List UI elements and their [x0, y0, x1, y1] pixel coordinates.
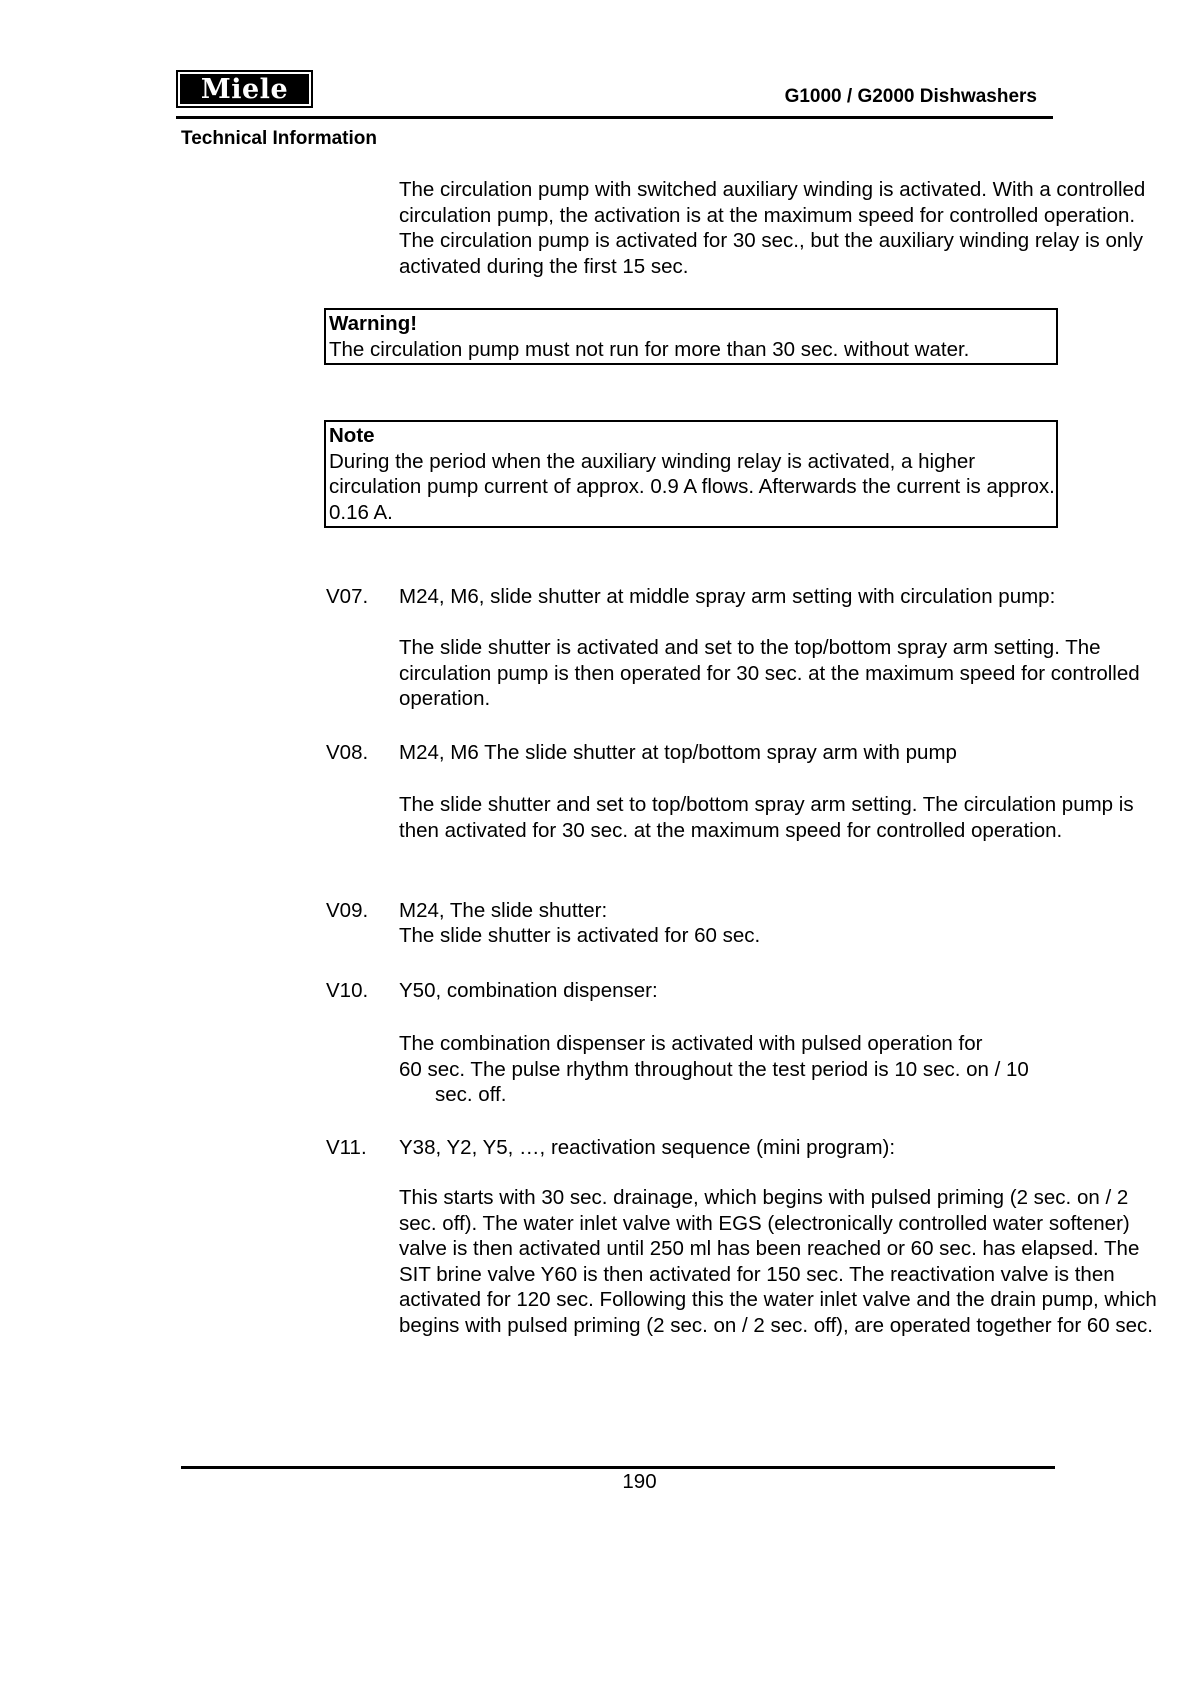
step-code-v07: V07.	[326, 585, 369, 608]
warning-box	[324, 308, 1058, 365]
step-heading-v11: Y38, Y2, Y5, …, reactivation sequence (mini program):	[399, 1136, 896, 1159]
step-description-v10	[399, 1031, 1169, 1108]
step-description-v11: This starts with 30 sec. drainage, which begins with pulsed priming (2 sec. on / 2 sec. off). The water inlet valve with EGS (electronically controlled water softener) valve is then activated until 250 ml has been reached or 60 sec. has elapsed. The SIT brine valve Y60 is then activated for 150 sec. The reactivation valve is then activated for 120 sec. Following this the water inlet valve and the drain pump, which begins with pulsed priming (2 sec. on / 2 sec. off), are operated together for 60 sec.	[399, 1186, 1157, 1337]
page-number: 190	[622, 1470, 657, 1493]
step-description-v10-line3: sec. off.	[435, 1083, 507, 1106]
note-box	[324, 420, 1058, 528]
intro-paragraph: The circulation pump with switched auxiliary winding is activated. With a controlled circulation pump, the activation is at the maximum speed for controlled operation. The circulation pump is activated for 30 sec., but the auxiliary winding relay is only activated during the first 15 sec.	[399, 178, 1146, 278]
logo-text: Miele	[178, 72, 311, 106]
step-heading-v09: M24, The slide shutter:	[399, 899, 608, 922]
step-code-v11: V11.	[326, 1136, 367, 1159]
header-divider	[176, 116, 1053, 119]
section-label: Technical Information	[181, 128, 378, 149]
step-code-v10: V10.	[326, 979, 369, 1002]
step-description-v10-line1: The combination dispenser is activated with pulsed operation for	[399, 1032, 983, 1055]
warning-title: Warning!	[329, 312, 418, 335]
step-description-v08: The slide shutter and set to top/bottom spray arm setting. The circulation pump is then activated for 30 sec. at the maximum speed for controlled operation.	[399, 793, 1134, 842]
miele-logo	[176, 70, 313, 108]
note-text: During the period when the auxiliary winding relay is activated, a higher circulation pump current of approx. 0.9 A flows. Afterwards the current is approx. 0.16 A.	[329, 449, 1055, 524]
warning-text: The circulation pump must not run for more than 30 sec. without water.	[329, 337, 970, 361]
step-code-v08: V08.	[326, 741, 369, 764]
step-heading-v08: M24, M6 The slide shutter at top/bottom spray arm with pump	[399, 741, 957, 764]
step-heading-v10: Y50, combination dispenser:	[399, 979, 658, 1002]
step-description-v07: The slide shutter is activated and set to the top/bottom spray arm setting. The circulation pump is then operated for 30 sec. at the maximum speed for controlled operation.	[399, 636, 1140, 710]
document-title: G1000 / G2000 Dishwashers	[784, 86, 1037, 107]
step-description-v10-line2: 60 sec. The pulse rhythm throughout the test period is 10 sec. on / 10	[399, 1057, 1029, 1081]
step-code-v09: V09.	[326, 899, 369, 922]
note-title: Note	[329, 424, 375, 447]
step-description-v09: The slide shutter is activated for 60 sec.	[399, 924, 761, 947]
step-heading-v07: M24, M6, slide shutter at middle spray arm setting with circulation pump:	[399, 585, 1056, 608]
